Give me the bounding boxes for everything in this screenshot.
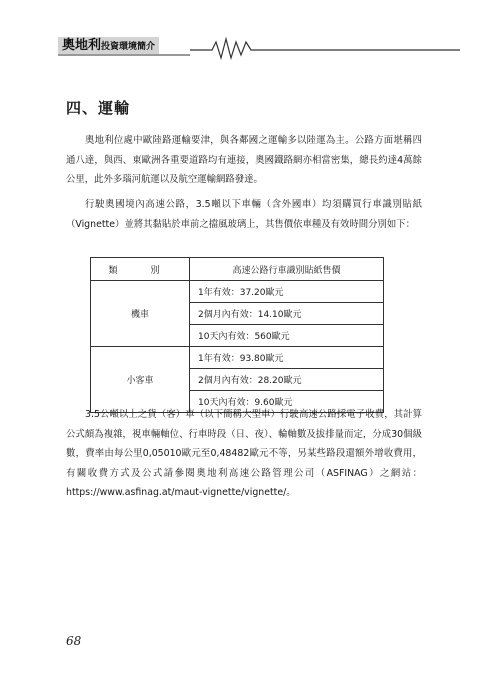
vignette-price-table [90, 257, 384, 413]
table-row [91, 347, 384, 369]
paragraph-intro: 奧地利位處中歐陸路運輸要津，與各鄰國之運輸多以陸運為主。公路方面堪稱四通八達，與西、東歐洲各重要道路均有連接，奧國鐵路網亦相當密集，總長約達4萬餘公里，此外多瑙河航運以及航空運輸網路發達。 [66, 135, 422, 185]
header-title-main: 奧地利 [62, 38, 102, 53]
fee-cell: 1年有效：37.20歐元 [190, 281, 384, 303]
page-header [40, 28, 460, 62]
category-cell: 機車 [91, 281, 190, 347]
header-title [58, 37, 159, 54]
table-header-row [91, 258, 384, 281]
fee-cell: 2個月內有效：28.20歐元 [190, 369, 384, 391]
table-header-category: 類 別 [91, 258, 190, 281]
fee-cell: 10天內有效：560歐元 [190, 325, 384, 347]
fee-cell: 1年有效：93.80歐元 [190, 347, 384, 369]
paragraph-toll: 3.5公噸以上之貨（客）車（以下簡稱大型車）行駛高速公路採電子收費，其計算公式頗為複雜，視車輛軸位、行車時段（日、夜）、輪軸數及拔排量而定，分成30個級數，費率由每公里0,05010歐元至0,48482歐元不等，另某些路段還額外增收費用，有關收費方式及公式請參閱奧地利高速公路管理公司（ASFINAG）之網站：https://www.asfinag.at/maut-vignette/vignette/。 [66, 409, 422, 498]
header-title-sub: 投資環境簡介 [101, 42, 156, 52]
section-heading: 四、運輸 [66, 99, 131, 117]
paragraph-vignette: 行駛奧國境內高速公路，3.5噸以下車輛（含外國車）均須購買行車識別貼紙（Vignette）並將其黏貼於車前之擋風玻璃上，其售價依車種及有效時間分別如下： [66, 199, 422, 230]
fee-cell: 10天內有效：9.60歐元 [190, 391, 384, 413]
page-number: 68 [66, 634, 82, 648]
category-cell: 小客車 [91, 347, 190, 413]
table-row [91, 281, 384, 303]
fee-cell: 2個月內有效：14.10歐元 [190, 303, 384, 325]
table-header-price: 高速公路行車識別貼紙售價 [190, 258, 384, 281]
